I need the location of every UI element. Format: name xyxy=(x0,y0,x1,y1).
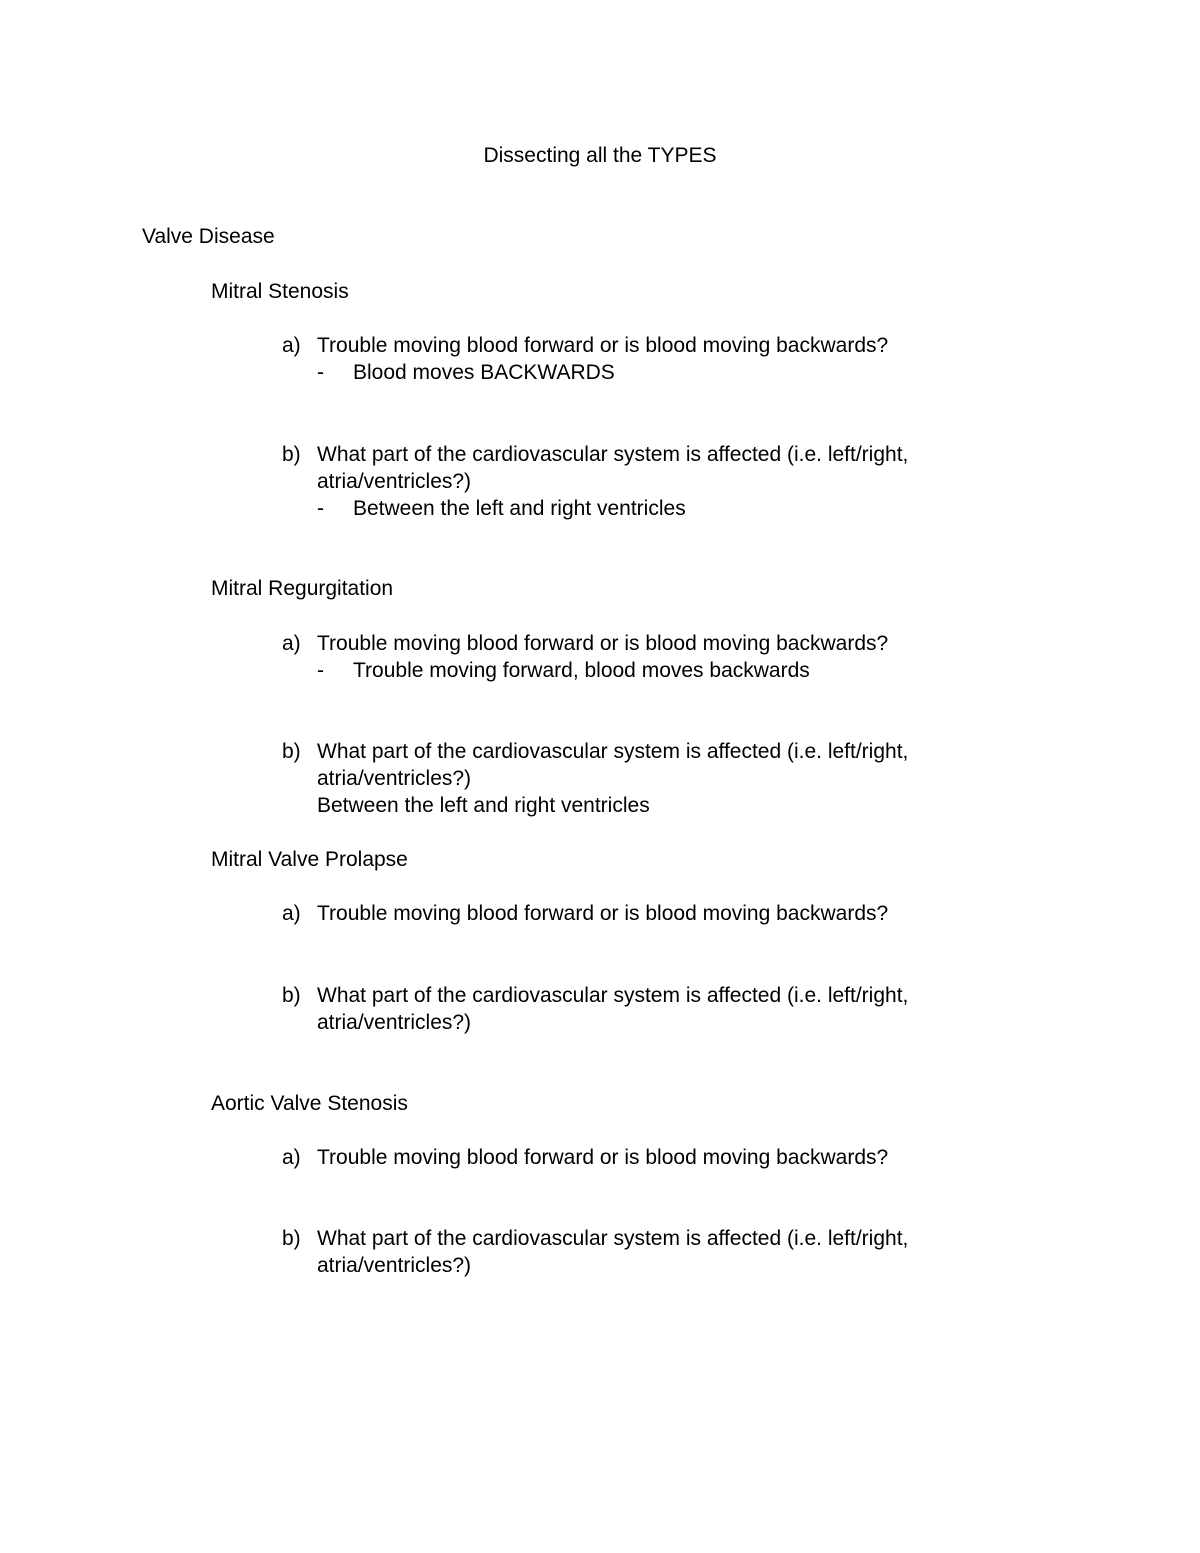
document-title: Dissecting all the TYPES xyxy=(483,144,717,167)
section-heading: Mitral Valve Prolapse xyxy=(211,848,408,871)
question-marker: b) xyxy=(282,984,301,1007)
question-marker: b) xyxy=(282,443,301,466)
answer-dash: - xyxy=(317,497,324,520)
question-marker: b) xyxy=(282,740,301,763)
question-text-line1: What part of the cardiovascular system is affected (i.e. left/right, xyxy=(317,1227,909,1250)
section-heading: Mitral Stenosis xyxy=(211,280,349,303)
question-text: Trouble moving blood forward or is blood moving backwards? xyxy=(317,334,889,357)
answer-dash: - xyxy=(317,361,324,384)
question-text: Trouble moving blood forward or is blood moving backwards? xyxy=(317,1146,889,1169)
question-text-line2: atria/ventricles?) xyxy=(317,1254,472,1277)
question-text: Trouble moving blood forward or is blood moving backwards? xyxy=(317,902,889,925)
question-text-line2: atria/ventricles?) xyxy=(317,767,472,790)
question-text-line1: What part of the cardiovascular system is affected (i.e. left/right, xyxy=(317,740,909,763)
question-text-line1: What part of the cardiovascular system is affected (i.e. left/right, xyxy=(317,443,909,466)
question-text-line2: atria/ventricles?) xyxy=(317,1011,472,1034)
question-text: Trouble moving blood forward or is blood moving backwards? xyxy=(317,632,889,655)
question-text-line2: atria/ventricles?) xyxy=(317,470,472,493)
section-heading: Aortic Valve Stenosis xyxy=(211,1092,408,1115)
question-marker: b) xyxy=(282,1227,301,1250)
question-marker: a) xyxy=(282,902,301,925)
question-text-line1: What part of the cardiovascular system is affected (i.e. left/right, xyxy=(317,984,909,1007)
answer-text: Between the left and right ventricles xyxy=(317,794,650,817)
section-heading: Mitral Regurgitation xyxy=(211,577,394,600)
answer-text: Between the left and right ventricles xyxy=(353,497,686,520)
answer-dash: - xyxy=(317,659,324,682)
question-marker: a) xyxy=(282,334,301,357)
question-marker: a) xyxy=(282,632,301,655)
answer-text: Trouble moving forward, blood moves backwards xyxy=(353,659,810,682)
answer-text: Blood moves BACKWARDS xyxy=(353,361,615,384)
category-heading: Valve Disease xyxy=(142,225,275,248)
question-marker: a) xyxy=(282,1146,301,1169)
